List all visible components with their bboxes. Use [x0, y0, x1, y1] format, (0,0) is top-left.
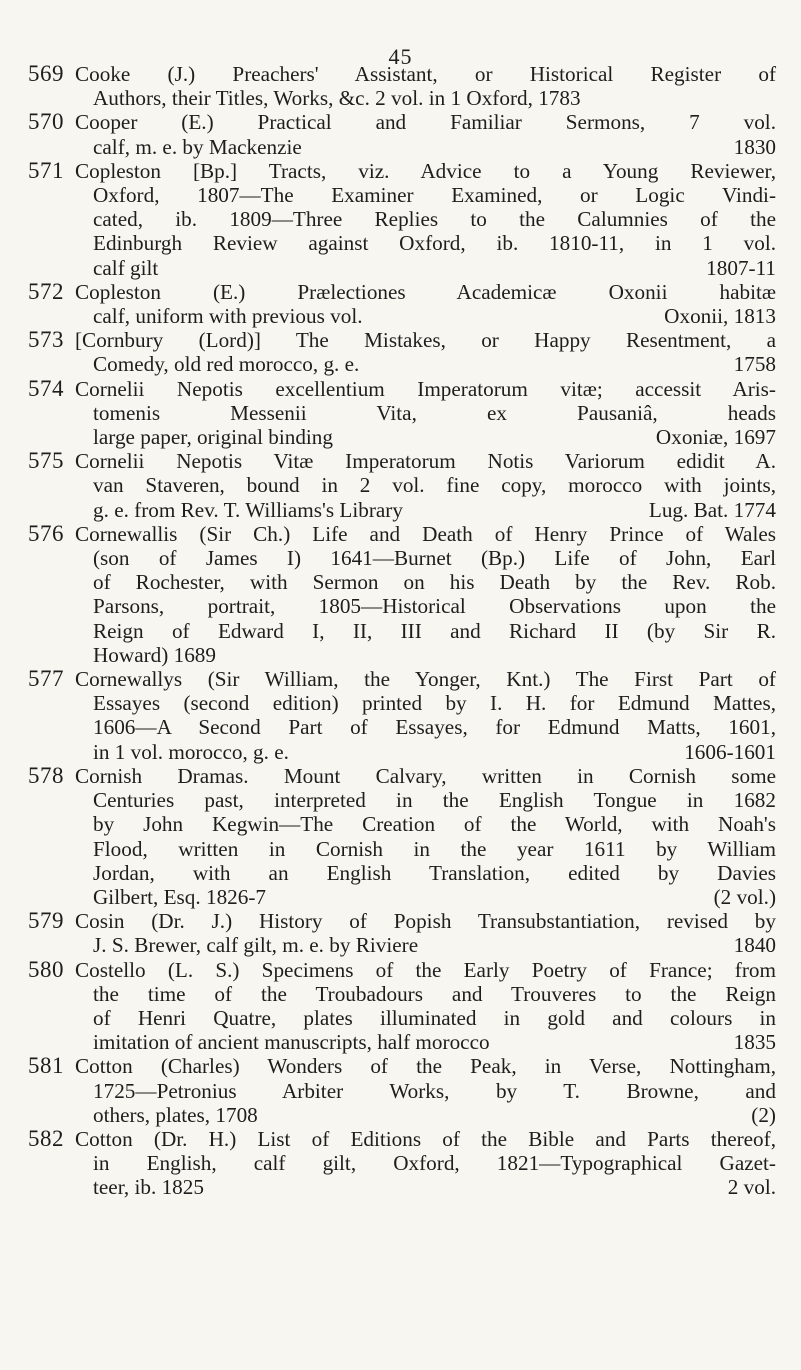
entry-number: 577 — [28, 666, 64, 692]
entry-tail-line — [75, 1030, 776, 1054]
entry-line: Copleston (E.) Prælectiones Academicæ Oxonii habitæ — [75, 279, 776, 304]
entry-tail-line — [75, 1175, 776, 1199]
entry-line: Costello (L. S.) Specimens of the Early Poetry of France; from — [75, 957, 776, 982]
entry-line: Cornelii Nepotis excellentium Imperatorum vitæ; accessit Aris- — [75, 376, 776, 401]
entry-binding-note: calf, m. e. by Mackenzie — [93, 134, 302, 159]
entry-binding-note: calf gilt — [93, 255, 159, 280]
entry-number: 581 — [28, 1053, 64, 1079]
entry-line: by John Kegwin—The Creation of the World, with Noah's — [93, 812, 776, 837]
entry-binding-note: Gilbert, Esq. 1826-7 — [93, 884, 267, 909]
entry-number: 579 — [28, 908, 64, 934]
entry-line: Cornewallys (Sir William, the Yonger, Knt.) The First Part of — [75, 667, 776, 692]
entry-line: Cornewallis (Sir Ch.) Life and Death of Henry Prince of Wales — [75, 521, 776, 546]
entry-line: Parsons, portrait, 1805—Historical Observations upon the — [93, 594, 776, 619]
entry-line: of Rochester, with Sermon on his Death by the Rev. Rob. — [93, 570, 776, 595]
entry-number: 569 — [28, 61, 64, 86]
entry-binding-note: large paper, original binding — [93, 425, 333, 450]
entry-line: tomenis Messenii Vita, ex Pausaniâ, heads — [93, 400, 776, 425]
entry-number: 578 — [28, 762, 64, 788]
entry-tail-line — [75, 498, 776, 522]
entry-binding-note: calf, uniform with previous vol. — [93, 304, 363, 329]
entry-line: Cornelii Nepotis Vitæ Imperatorum Notis Variorum edidit A. — [75, 449, 776, 474]
entry-tail-line — [75, 885, 776, 909]
entry-line: (son of James I) 1641—Burnet (Bp.) Life of John, Earl — [93, 546, 776, 571]
entry-tail-line — [75, 1103, 776, 1127]
entry-line: Cotton (Charles) Wonders of the Peak, in Verse, Nottingham, — [75, 1054, 776, 1079]
entry-line: Centuries past, interpreted in the English Tongue in 1682 — [93, 788, 776, 813]
entry-tail-line — [75, 256, 776, 280]
entry-number: 582 — [28, 1125, 64, 1151]
entry-line: 1725—Petronius Arbiter Works, by T. Browne, and — [93, 1078, 776, 1103]
entry-tail-line — [75, 740, 776, 764]
entry-binding-note: teer, ib. 1825 — [93, 1175, 204, 1200]
entry-line: Edinburgh Review against Oxford, ib. 1810-11, in 1 vol. — [93, 231, 776, 256]
entry-line: the time of the Troubadours and Trouveres to the Reign — [93, 981, 776, 1006]
entry-date: 2 vol. — [727, 1175, 776, 1200]
entry-date: 1807-11 — [706, 255, 776, 280]
entry-number: 573 — [28, 327, 64, 353]
entry-binding-note: g. e. from Rev. T. Williams's Library — [93, 497, 403, 522]
entry-line: [Cornbury (Lord)] The Mistakes, or Happy Resentment, a — [75, 328, 776, 353]
entry-number: 574 — [28, 375, 64, 401]
entry-line: Cooke (J.) Preachers' Assistant, or Historical Register of — [75, 62, 776, 86]
catalogue-entry — [28, 1054, 776, 1127]
catalogue-entry — [28, 62, 776, 110]
entry-tail-line — [75, 135, 776, 159]
entry-line: Essayes (second edition) printed by I. H. for Edmund Mattes, — [93, 691, 776, 716]
entry-tail-line — [75, 933, 776, 957]
entry-line: Authors, their Titles, Works, &c. 2 vol. in 1 Oxford, 1783 — [93, 86, 581, 111]
entry-tail-line — [75, 352, 776, 376]
entry-number: 576 — [28, 520, 64, 546]
entry-line: Cooper (E.) Practical and Familiar Sermons, 7 vol. — [75, 110, 776, 135]
entry-line: Jordan, with an English Translation, edited by Davies — [93, 860, 776, 885]
entry-date: 1830 — [733, 134, 776, 159]
page-number: 45 — [388, 44, 413, 69]
entry-binding-note: in 1 vol. morocco, g. e. — [93, 739, 289, 764]
catalogue-entry — [28, 328, 776, 376]
catalogue-entry — [28, 377, 776, 450]
catalogue-entry — [28, 1127, 776, 1200]
entry-line: cated, ib. 1809—Three Replies to the Calumnies of the — [93, 207, 776, 232]
entry-line: Oxford, 1807—The Examiner Examined, or Logic Vindi- — [93, 183, 776, 208]
entry-line: of Henri Quatre, plates illuminated in gold and colours in — [93, 1005, 776, 1030]
catalogue-entry — [28, 764, 776, 909]
entry-line: Reign of Edward I, II, III and Richard II (by Sir R. — [93, 618, 776, 643]
entry-line: Howard) 1689 — [93, 642, 216, 667]
entry-number: 575 — [28, 448, 64, 474]
entry-line: Cornish Dramas. Mount Calvary, written in Cornish some — [75, 763, 776, 788]
catalogue-entry — [28, 958, 776, 1055]
entry-date: (2) — [751, 1102, 776, 1127]
entry-line: van Staveren, bound in 2 vol. fine copy, morocco with joints, — [93, 473, 776, 498]
entry-line: Cosin (Dr. J.) History of Popish Transubstantiation, revised by — [75, 909, 776, 934]
entry-number: 572 — [28, 278, 64, 304]
entry-number: 571 — [28, 157, 64, 183]
entry-line: in English, calf gilt, Oxford, 1821—Typographical Gazet- — [93, 1151, 776, 1176]
entry-line: Copleston [Bp.] Tracts, viz. Advice to a Young Reviewer, — [75, 158, 776, 183]
entry-date: Oxonii, 1813 — [664, 304, 776, 329]
catalogue-entry — [28, 159, 776, 280]
entry-date: 1835 — [733, 1030, 776, 1055]
entry-binding-note: others, plates, 1708 — [93, 1102, 258, 1127]
entry-binding-note: J. S. Brewer, calf gilt, m. e. by Riviere — [93, 933, 419, 958]
entry-date: Lug. Bat. 1774 — [648, 497, 776, 522]
entry-number: 580 — [28, 956, 64, 982]
entry-date: Oxoniæ, 1697 — [655, 425, 776, 450]
entry-tail-line — [75, 304, 776, 328]
entry-line: 1606—A Second Part of Essayes, for Edmund Matts, 1601, — [93, 715, 776, 740]
catalogue-entry — [28, 522, 776, 667]
catalogue-entry — [28, 280, 776, 328]
entry-date: 1606-1601 — [684, 739, 776, 764]
entry-line: Cotton (Dr. H.) List of Editions of the Bible and Parts thereof, — [75, 1126, 776, 1151]
entry-binding-note: Comedy, old red morocco, g. e. — [93, 352, 360, 377]
entry-binding-note: imitation of ancient manuscripts, half morocco — [93, 1030, 490, 1055]
entry-date: 1840 — [733, 933, 776, 958]
catalogue-entry — [28, 449, 776, 522]
entry-date: 1758 — [733, 352, 776, 377]
entry-tail-line — [75, 425, 776, 449]
catalogue-entry — [28, 909, 776, 957]
entry-line: Flood, written in Cornish in the year 1611 by William — [93, 836, 776, 861]
entry-date: (2 vol.) — [713, 884, 776, 909]
catalogue-entry — [28, 110, 776, 158]
catalogue-entries — [28, 62, 776, 1200]
entry-number: 570 — [28, 109, 64, 135]
catalogue-entry — [28, 667, 776, 764]
